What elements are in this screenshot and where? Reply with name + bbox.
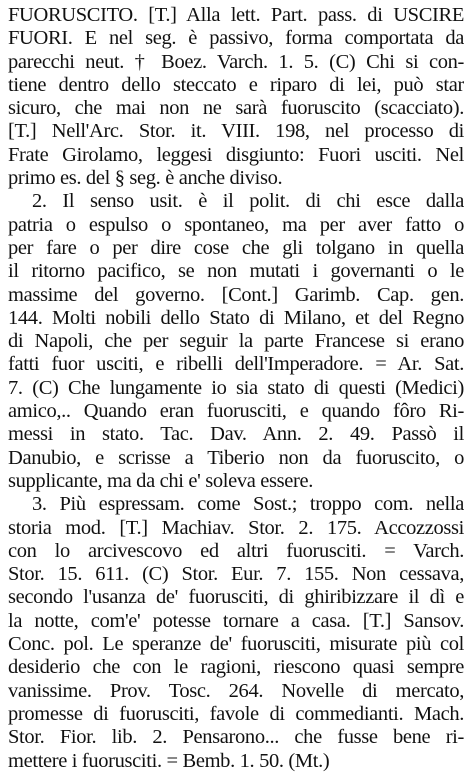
entry-line: supplicante, ma da chi e' soleva essere. (8, 469, 314, 492)
entry-line: 7. (C) Che lungamente io sia stato di questi (Medici) (8, 376, 464, 399)
entry-line: mettere i fuorusciti. = Bemb. 1. 50. (Mt.) (8, 749, 330, 772)
entry-line: [T.] Nell'Arc. Stor. it. VIII. 198, nel processo di (8, 120, 464, 143)
dictionary-entry-fuoruscito (8, 4, 464, 773)
entry-line: promesse di fuorusciti, favole di commedianti. Mach. (8, 702, 464, 725)
entry-line: desiderio che con le ragioni, riescono quasi sempre (8, 656, 464, 679)
entry-line: tiene dentro dello steccato e riparo di lei, può star (8, 73, 464, 96)
entry-line: per fare o per dire cose che gli tolgano in quella (8, 236, 464, 259)
entry-line: FUORI. E nel seg. è passivo, forma comportata da (8, 27, 464, 50)
entry-line: primo es. del § seg. è anche diviso. (8, 167, 283, 190)
entry-line: Danubio, e scrisse a Tiberio non da fuoruscito, o (8, 446, 464, 469)
sense-2-first-line: 2. Il senso usit. è il polit. di chi esce dalla (32, 190, 464, 213)
entry-line: il ritorno pacifico, se non mutati i governanti o le (8, 260, 464, 283)
entry-line: Stor. 15. 611. (C) Stor. Eur. 7. 155. Non cessava, (8, 563, 464, 586)
entry-line: Stor. Fior. lib. 2. Pensarono... che fusse bene ri- (8, 726, 464, 749)
entry-line: amico,.. Quando eran fuorusciti, e quando fôro Ri- (8, 400, 464, 423)
entry-line: fatti fuor usciti, e ribelli dell'Imperadore. = Ar. Sat. (8, 353, 464, 376)
entry-line: vanissime. Prov. Tosc. 264. Novelle di mercato, (8, 679, 464, 702)
entry-line: 144. Molti nobili dello Stato di Milano, et del Regno (8, 306, 464, 329)
sense-3-first-line: 3. Più espressam. come Sost.; troppo com. nella (32, 493, 464, 516)
entry-line: la notte, com'e' potesse tornare a casa. [T.] Sansov. (8, 609, 464, 632)
entry-line: parecchi neut. † Boez. Varch. 1. 5. (C) Chi si con- (8, 50, 464, 73)
entry-line: Frate Girolamo, leggesi disgiunto: Fuori usciti. Nel (8, 143, 464, 166)
entry-line: di Napoli, che per seguir la parte Francese si erano (8, 330, 464, 353)
entry-line: con lo arcivescovo ed altri fuorusciti. = Varch. (8, 539, 464, 562)
entry-line: massime del governo. [Cont.] Garimb. Cap. gen. (8, 283, 464, 306)
entry-line: Conc. pol. Le speranze de' fuorusciti, misurate più col (8, 633, 464, 656)
entry-line: messi in stato. Tac. Dav. Ann. 2. 49. Passò il (8, 423, 464, 446)
entry-line: patria o espulso o spontaneo, ma per aver fatto o (8, 213, 464, 236)
entry-line: secondo l'usanza de' fuorusciti, di ghiribizzare il dì e (8, 586, 464, 609)
entry-line: sicuro, che mai non ne sarà fuoruscito (scacciato). (8, 97, 464, 120)
entry-line: storia mod. [T.] Machiav. Stor. 2. 175. Accozzossi (8, 516, 464, 539)
entry-line: FUORUSCITO. [T.] Alla lett. Part. pass. di USCIRE (8, 4, 464, 26)
